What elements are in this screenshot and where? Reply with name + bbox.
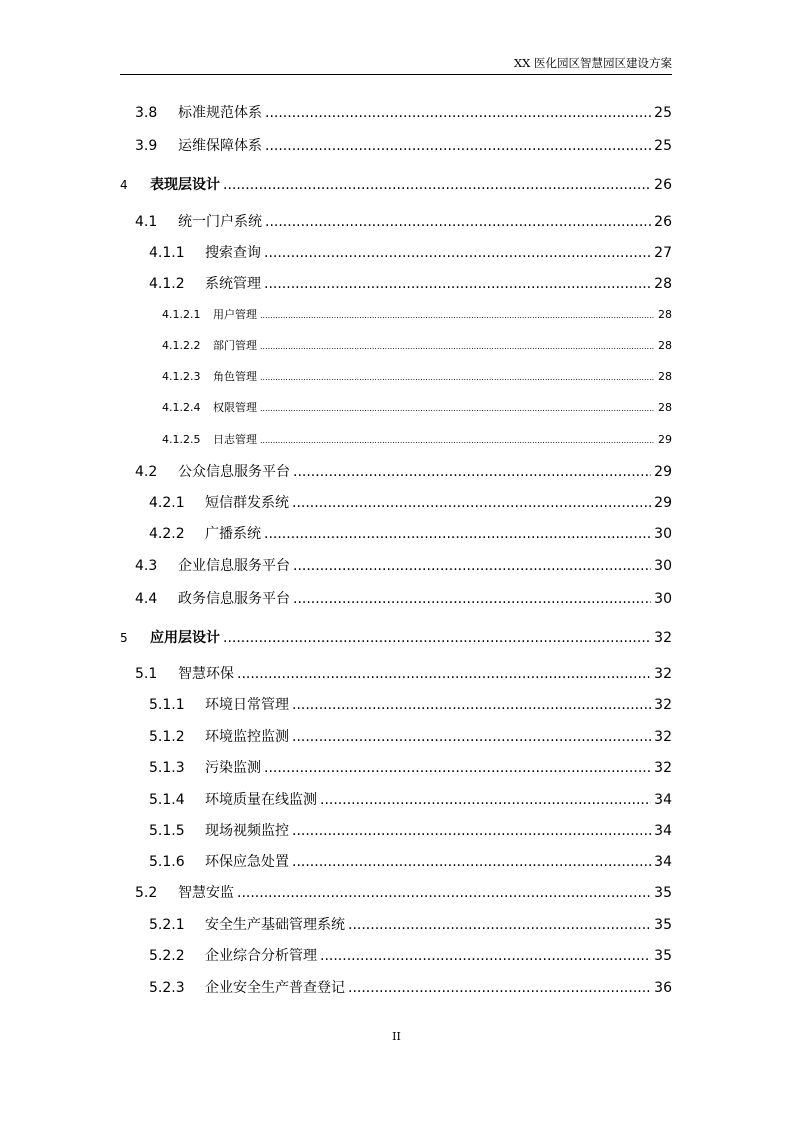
toc-entry-title: 企业信息服务平台 — [178, 558, 290, 574]
toc-entry-title: 智慧安监 — [178, 885, 234, 901]
toc-entry[interactable] — [149, 273, 672, 293]
toc-entry[interactable] — [149, 523, 672, 543]
toc-entry-number: 4.1.2.4 — [162, 401, 201, 414]
toc-entry-title: 广播系统 — [205, 526, 261, 542]
toc-entry-number: 4.2.1 — [149, 495, 185, 511]
page-footer — [0, 1030, 793, 1043]
toc-entry-title: 权限管理 — [213, 401, 257, 414]
toc-entry-page: 30 — [654, 526, 672, 542]
toc-entry-page: 32 — [654, 630, 672, 646]
toc-entry[interactable] — [135, 555, 672, 575]
toc-entry-title: 安全生产基础管理系统 — [205, 917, 345, 933]
dot-leader — [348, 917, 651, 933]
toc-entry-title: 运维保障体系 — [178, 138, 262, 154]
dot-leader — [264, 245, 651, 261]
toc-entry[interactable] — [135, 211, 672, 231]
toc-entry-title: 短信群发系统 — [205, 495, 289, 511]
dot-leader — [292, 697, 651, 713]
toc-entry-title: 企业安全生产普查登记 — [205, 980, 345, 996]
toc-entry-number: 5.1.6 — [149, 854, 185, 870]
toc-entry-number: 4.1.2.3 — [162, 370, 201, 383]
dot-leader — [265, 138, 651, 154]
toc-entry[interactable] — [149, 789, 672, 809]
toc-entry[interactable] — [149, 945, 672, 965]
dot-leader — [292, 823, 651, 839]
toc-entry-number: 5.2.2 — [149, 948, 185, 964]
toc-entry-number: 5.1.5 — [149, 823, 185, 839]
toc-entry-page: 32 — [654, 760, 672, 776]
toc-entry-page: 29 — [654, 464, 672, 480]
toc-entry-number: 5.1.3 — [149, 760, 185, 776]
toc-entry[interactable] — [135, 102, 672, 122]
dot-leader — [320, 948, 651, 964]
toc-entry[interactable] — [162, 399, 672, 415]
toc-entry-title: 环境监控监测 — [205, 729, 289, 745]
toc-entry-title: 智慧环保 — [178, 666, 234, 682]
toc-entry-number: 4.4 — [135, 591, 158, 607]
toc-entry-page: 35 — [654, 948, 672, 964]
toc-entry-page: 26 — [654, 177, 672, 193]
dot-leader — [260, 370, 655, 383]
toc-entry-title: 标准规范体系 — [178, 105, 262, 121]
toc-entry-title: 角色管理 — [213, 370, 257, 383]
toc-entry-page: 28 — [658, 308, 672, 321]
toc-entry-title: 系统管理 — [205, 276, 261, 292]
toc-entry-title: 环境日常管理 — [205, 697, 289, 713]
toc-entry[interactable] — [135, 461, 672, 481]
toc-entry[interactable] — [149, 694, 672, 714]
toc-entry-page: 26 — [654, 214, 672, 230]
toc-entry[interactable] — [149, 914, 672, 934]
toc-entry-page: 30 — [654, 591, 672, 607]
dot-leader — [260, 433, 655, 446]
toc-entry-page: 35 — [654, 885, 672, 901]
toc-entry-number: 5.1 — [135, 666, 158, 682]
toc-entry[interactable] — [149, 726, 672, 746]
toc-entry-number: 5 — [120, 631, 128, 645]
toc-entry-number: 3.9 — [135, 138, 158, 154]
dot-leader — [237, 666, 651, 682]
toc-entry-page: 25 — [654, 138, 672, 154]
toc-entry-title: 应用层设计 — [150, 630, 220, 646]
toc-entry-title: 环境质量在线监测 — [205, 792, 317, 808]
toc-entry-title: 统一门户系统 — [178, 214, 262, 230]
dot-leader — [223, 630, 651, 646]
toc-entry-number: 4 — [120, 178, 128, 192]
toc-entry-page: 35 — [654, 917, 672, 933]
toc-entry-title: 公众信息服务平台 — [178, 464, 290, 480]
toc-entry-number: 4.2 — [135, 464, 158, 480]
toc-entry-page: 32 — [654, 666, 672, 682]
toc-entry-title: 现场视频监控 — [205, 823, 289, 839]
toc-entry[interactable] — [135, 663, 672, 683]
toc-entry-page: 28 — [658, 401, 672, 414]
toc-entry-title: 用户管理 — [213, 308, 257, 321]
toc-entry-page: 30 — [654, 558, 672, 574]
toc-entry[interactable] — [149, 820, 672, 840]
dot-leader — [293, 591, 651, 607]
toc-entry-page: 28 — [654, 276, 672, 292]
toc-entry-number: 5.2 — [135, 885, 158, 901]
toc-entry-number: 5.1.2 — [149, 729, 185, 745]
page-number: II — [392, 1030, 401, 1043]
toc-entry-page: 29 — [658, 433, 672, 446]
toc-entry[interactable] — [120, 627, 672, 647]
toc-entry[interactable] — [149, 492, 672, 512]
toc-entry-number: 5.2.3 — [149, 980, 185, 996]
dot-leader — [237, 885, 651, 901]
toc-entry-page: 29 — [654, 495, 672, 511]
toc-entry-title: 企业综合分析管理 — [205, 948, 317, 964]
toc-entry[interactable] — [149, 242, 672, 262]
toc-entry-number: 5.2.1 — [149, 917, 185, 933]
toc-entry-page: 34 — [654, 854, 672, 870]
dot-leader — [260, 339, 655, 352]
toc-entry[interactable] — [120, 174, 672, 194]
toc-entry-page: 34 — [654, 792, 672, 808]
dot-leader — [320, 792, 651, 808]
toc-entry[interactable] — [162, 431, 672, 447]
toc-entry[interactable] — [149, 851, 672, 871]
toc-entry-page: 32 — [654, 697, 672, 713]
toc-entry-page: 32 — [654, 729, 672, 745]
dot-leader — [292, 854, 651, 870]
toc-entry-title: 环保应急处置 — [205, 854, 289, 870]
dot-leader — [223, 177, 651, 193]
toc-entry-number: 4.3 — [135, 558, 158, 574]
toc-entry-number: 4.1.2.5 — [162, 433, 201, 446]
toc-entry[interactable] — [162, 306, 672, 322]
toc-entry-page: 25 — [654, 105, 672, 121]
toc-entry[interactable] — [162, 368, 672, 384]
toc-entry-title: 政务信息服务平台 — [178, 591, 290, 607]
dot-leader — [293, 558, 651, 574]
toc-entry-number: 4.1.1 — [149, 245, 185, 261]
toc-entry-title: 搜索查询 — [205, 245, 261, 261]
toc-entry-title: 部门管理 — [213, 339, 257, 352]
toc-entry-title: 日志管理 — [213, 433, 257, 446]
dot-leader — [292, 729, 651, 745]
toc-entry-page: 28 — [658, 370, 672, 383]
toc-entry-number: 5.1.1 — [149, 697, 185, 713]
toc-entry-title: 污染监测 — [205, 760, 261, 776]
toc-entry[interactable] — [149, 757, 672, 777]
toc-entry[interactable] — [135, 135, 672, 155]
header-title: XX 医化园区智慧园区建设方案 — [513, 56, 672, 70]
toc-entry-number: 4.1.2 — [149, 276, 185, 292]
toc-entry-number: 4.2.2 — [149, 526, 185, 542]
dot-leader — [264, 276, 651, 292]
toc-entry-number: 4.1.2.2 — [162, 339, 201, 352]
toc-entry-number: 4.1.2.1 — [162, 308, 201, 321]
toc-entry-number: 5.1.4 — [149, 792, 185, 808]
dot-leader — [260, 308, 655, 321]
dot-leader — [293, 464, 651, 480]
dot-leader — [264, 760, 651, 776]
dot-leader — [348, 980, 651, 996]
toc-entry-number: 3.8 — [135, 105, 158, 121]
dot-leader — [292, 495, 651, 511]
toc-entry-number: 4.1 — [135, 214, 158, 230]
toc-entry-page: 34 — [654, 823, 672, 839]
dot-leader — [260, 401, 655, 414]
dot-leader — [265, 214, 651, 230]
toc-entry-page: 36 — [654, 980, 672, 996]
toc-entry[interactable] — [135, 588, 672, 608]
toc-entry[interactable] — [162, 337, 672, 353]
dot-leader — [264, 526, 651, 542]
toc-entry-page: 27 — [654, 245, 672, 261]
toc-entry[interactable] — [135, 882, 672, 902]
toc-entry-page: 28 — [658, 339, 672, 352]
toc-entry-title: 表现层设计 — [150, 177, 220, 193]
toc-entry[interactable] — [149, 977, 672, 997]
dot-leader — [265, 105, 651, 121]
